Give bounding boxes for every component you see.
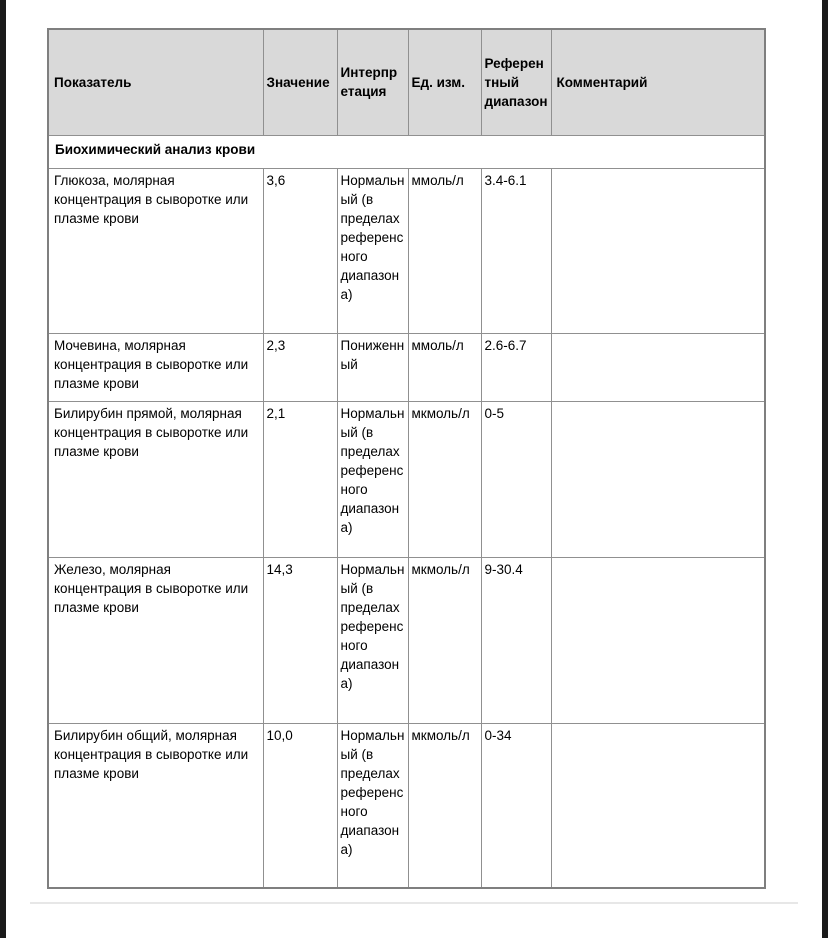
cell-indicator: Билирубин прямой, молярная концентрация в сыворотке или плазме крови [48, 401, 263, 557]
table-row [48, 333, 765, 401]
cell-interpretation: Нормальный (в пределах референсного диапазона) [337, 557, 408, 723]
cell-interpretation: Нормальный (в пределах референсного диапазона) [337, 168, 408, 333]
cell-comment [551, 401, 765, 557]
column-header-indicator: Показатель [48, 29, 263, 135]
section-title: Биохимический анализ крови [48, 135, 765, 168]
cell-unit: ммоль/л [408, 333, 481, 401]
cell-comment [551, 723, 765, 888]
column-header-reference-range: Референтный диапазон [481, 29, 551, 135]
left-frame-bar [0, 0, 6, 938]
section-row [48, 135, 765, 168]
cell-unit: мкмоль/л [408, 557, 481, 723]
cell-value: 3,6 [263, 168, 337, 333]
cell-interpretation: Пониженный [337, 333, 408, 401]
cell-value: 14,3 [263, 557, 337, 723]
column-header-value: Значение [263, 29, 337, 135]
lab-results-table [47, 28, 766, 889]
cell-interpretation: Нормальный (в пределах референсного диапазона) [337, 401, 408, 557]
table-row [48, 168, 765, 333]
column-header-comment: Комментарий [551, 29, 765, 135]
cell-comment [551, 557, 765, 723]
cell-value: 2,1 [263, 401, 337, 557]
cell-unit: мкмоль/л [408, 401, 481, 557]
cell-value: 2,3 [263, 333, 337, 401]
cell-reference-range: 2.6-6.7 [481, 333, 551, 401]
cell-reference-range: 0-34 [481, 723, 551, 888]
table-row [48, 723, 765, 888]
cell-indicator: Железо, молярная концентрация в сыворотке или плазме крови [48, 557, 263, 723]
cell-comment [551, 168, 765, 333]
cell-interpretation: Нормальный (в пределах референсного диапазона) [337, 723, 408, 888]
cell-indicator: Мочевина, молярная концентрация в сыворотке или плазме крови [48, 333, 263, 401]
lab-table-body [48, 135, 765, 888]
table-row [48, 557, 765, 723]
table-row [48, 401, 765, 557]
cell-reference-range: 3.4-6.1 [481, 168, 551, 333]
cell-reference-range: 0-5 [481, 401, 551, 557]
cell-indicator: Билирубин общий, молярная концентрация в сыворотке или плазме крови [48, 723, 263, 888]
bottom-divider [30, 902, 798, 904]
cell-indicator: Глюкоза, молярная концентрация в сыворотке или плазме крови [48, 168, 263, 333]
cell-comment [551, 333, 765, 401]
column-header-interpretation: Интерпретация [337, 29, 408, 135]
cell-unit: мкмоль/л [408, 723, 481, 888]
column-header-unit: Ед. изм. [408, 29, 481, 135]
cell-value: 10,0 [263, 723, 337, 888]
cell-reference-range: 9-30.4 [481, 557, 551, 723]
right-frame-bar [822, 0, 828, 938]
cell-unit: ммоль/л [408, 168, 481, 333]
table-header-row [48, 29, 765, 135]
